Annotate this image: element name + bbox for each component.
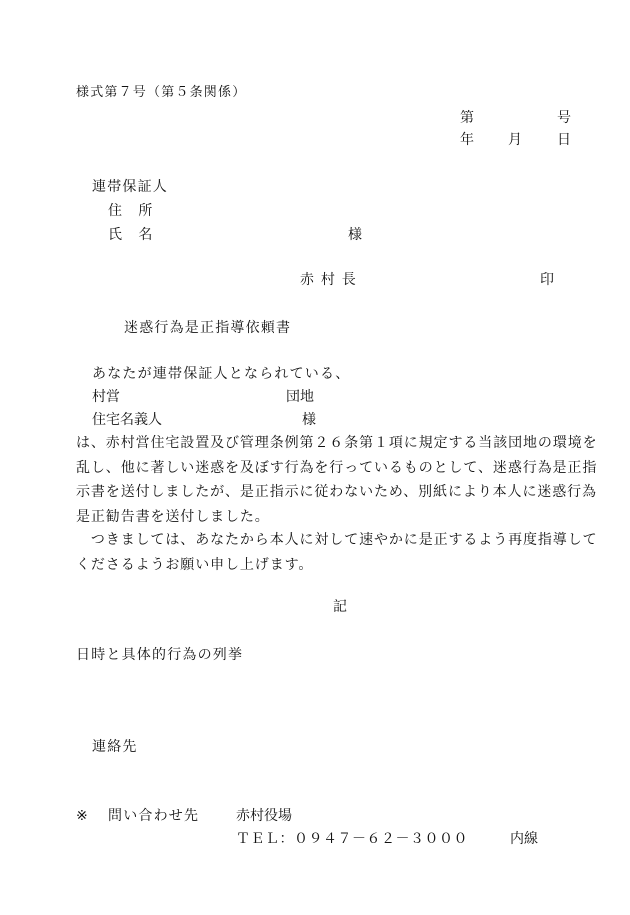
seal-mark: 印	[540, 272, 554, 288]
address-label: 住 所	[108, 203, 154, 219]
date-month: 月	[508, 132, 522, 148]
housing-label: 村営	[92, 389, 120, 405]
tel-number: ＴＥＬ：０９４７－６２－３０００	[236, 831, 468, 847]
document-title: 迷惑行為是正指導依頼書	[124, 320, 292, 336]
doc-number-suffix: 号	[557, 110, 571, 126]
sender-name: 赤 村 長	[300, 272, 357, 288]
housing-suffix: 団地	[286, 389, 314, 405]
contact-label: 連絡先	[92, 739, 138, 755]
addressee-honorific: 様	[348, 227, 362, 243]
addressee-title: 連帯保証人	[92, 179, 168, 195]
detail-label: 日時と具体的行為の列挙	[76, 647, 244, 663]
extension-label: 内線	[510, 831, 538, 847]
body-paragraph-2: つきましては、あなたから本人に対して速やかに是正するよう再度指導してくださるようお願い申し上げます。	[76, 532, 598, 573]
form-number: 様式第７号（第５条関係）	[76, 85, 247, 100]
inquiry-label: 問い合わせ先	[108, 808, 200, 824]
ki-heading: 記	[333, 599, 347, 615]
office-name: 赤村役場	[236, 808, 292, 824]
tenant-label: 住宅名義人	[92, 412, 162, 428]
tenant-honorific: 様	[302, 412, 316, 428]
date-day: 日	[557, 132, 571, 148]
date-year: 年	[460, 132, 474, 148]
body-paragraph-1: は、赤村営住宅設置及び管理条例第２６条第１項に規定する当該団地の環境を乱し、他に著しい迷惑を及ぼす行為を行っているものとして、迷惑行為是正指示書を送付しましたが、是正指示に従わないため、別紙により本人に迷惑行為是正勧告書を送付しました。	[76, 435, 598, 525]
name-label: 氏 名	[108, 227, 154, 243]
body-line-1: あなたが連帯保証人となられている、	[92, 366, 351, 382]
doc-number-prefix: 第	[460, 110, 474, 126]
footer-mark: ※	[76, 808, 88, 824]
